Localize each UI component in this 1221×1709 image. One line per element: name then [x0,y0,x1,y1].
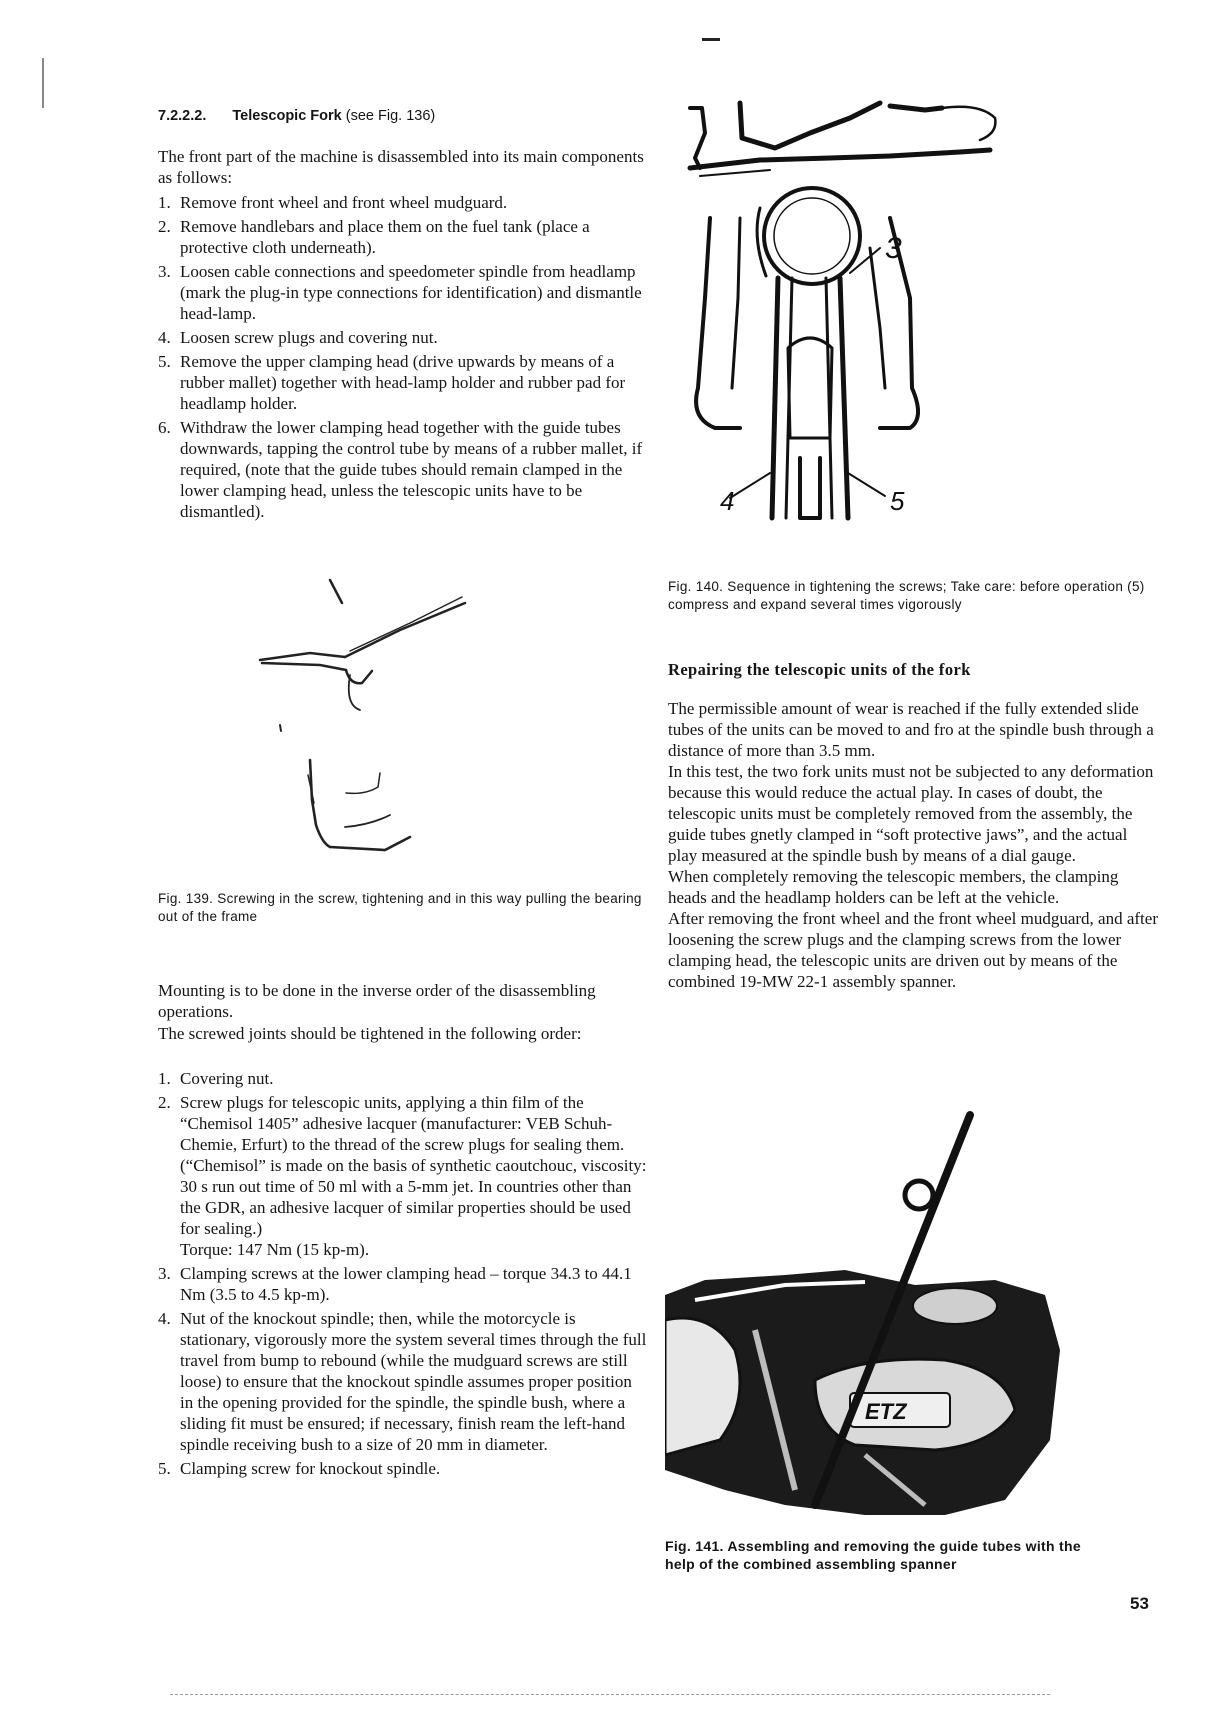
list-item: 5. Clamping screw for knockout spindle. [158,1459,441,1478]
bottom-rule [170,1694,1050,1695]
repair-text [668,698,1160,992]
section-title: Telescopic Fork [232,108,342,124]
fig140-label-5: 5 [890,486,905,516]
section-heading [158,108,435,124]
chemisol-note: (“Chemisol” is made on the basis of synthetic caoutchouc, viscosity: 30 s run out time of 50 ml with a 5-mm jet. In countries other than the GDR, an adhesive lacquer of similar properties should be used for sealing.) [180,1156,647,1238]
fig140-photo [680,98,1020,568]
list-item: 3. Loosen cable connections and speedometer spindle from headlamp (mark the plug-in type connections for identification) and dismantle head-lamp. [158,262,642,323]
repair-paragraph: When completely removing the telescopic members, the clamping heads and the headlamp holders can be left at the vehicle. [668,867,1119,907]
fig139-illustration [250,575,480,875]
fig141-caption: Fig. 141. Assembling and removing the guide tubes with the help of the combined assembling spanner [665,1538,1081,1572]
etz-badge: ETZ [865,1399,907,1424]
repair-paragraph: After removing the front wheel and the front wheel mudguard, and after loosening the screw plugs and the clamping screws from the lower clamping head, the telescopic units are driven out by means of the combined 19-MW 22-1 assembly spanner. [668,909,1158,991]
order-intro: The screwed joints should be tightened in the following order: [158,1024,582,1043]
mounting-intro: Mounting is to be done in the inverse order of the disassembling operations. [158,981,596,1021]
list-item: 4. Loosen screw plugs and covering nut. [158,328,438,347]
margin-marks [42,58,44,108]
list-item: 3. Clamping screws at the lower clamping head – torque 34.3 to 44.1 Nm (3.5 to 4.5 kp-m). [158,1264,632,1304]
section-number: 7.2.2.2. [158,108,207,124]
list-item: 4. Nut of the knockout spindle; then, while the motorcycle is stationary, vigorously more the system several times through the full travel from bump to rebound (while the mudguard screws are still loose) to ensure that the knockout spindle assumes proper position in the opening provided for the spindle, the spindle bush, where a sliding fit must be ensured; if necessary, finish ream the left-hand spindle receiving bush to a size of 20 mm in diameter. [158,1309,647,1454]
page-top-mark [702,38,720,41]
list-item: 5. Remove the upper clamping head (drive upwards by means of a rubber mallet) together with head-lamp holder and rubber pad for headlamp holder. [158,352,626,413]
repair-heading: Repairing the telescopic units of the fork [668,660,971,679]
page-number: 53 [1130,1594,1149,1613]
fig140-label-4: 4 [720,486,735,516]
torque-note: Torque: 147 Nm (15 kp-m). [180,1240,370,1259]
fig140-label-3: 3 [885,232,902,265]
list-item: 2. Screw plugs for telescopic units, applying a thin film of the “Chemisol 1405” adhesive lacquer (manufacturer: VEB Schuh-Chemie, Erfurt) to the thread of the screw plugs for sealing them. (“Chemisol” is made on the basis of synthetic caoutchouc, viscosity: 30 s run out time of 50 ml with a 5-mm jet. In countries other than the GDR, an adhesive lacquer of similar properties should be used for sealing.) Torque: 147 Nm (15 kp-m). [158,1093,647,1259]
fig139-caption: Fig. 139. Screwing in the screw, tightening and in this way pulling the bearing out of the frame [158,891,642,924]
disassembly-steps [158,192,648,525]
repair-paragraph: In this test, the two fork units must not be subjected to any deformation because this would reduce the actual play. In cases of doubt, the telescopic units must be completely removed from the assembly, the guide tubes gnetly clamped in “soft protective jaws”, and the actual play measured at the spindle bush by means of a dial gauge. [668,762,1154,865]
repair-paragraph: The permissible amount of wear is reached if the fully extended slide tubes of the units can be moved to and fro at the spindle bush through a distance of more than 3.5 mm. [668,699,1154,760]
list-item: 1. Remove front wheel and front wheel mudguard. [158,193,508,212]
intro-paragraph: The front part of the machine is disassembled into its main components as follows: [158,147,644,187]
section-ref: (see Fig. 136) [345,108,436,124]
fig141-photo [665,1110,1070,1530]
fig140-caption: Fig. 140. Sequence in tightening the screws; Take care: before operation (5) compress and expand several times vigorously [668,579,1145,612]
list-item: 1. Covering nut. [158,1069,274,1088]
list-item: 2. Remove handlebars and place them on the fuel tank (place a protective cloth underneath). [158,217,590,257]
mounting-steps [158,1068,648,1482]
list-item: 6. Withdraw the lower clamping head together with the guide tubes downwards, tapping the control tube by means of a rubber mallet, if required, (note that the guide tubes should remain clamped in the lower clamping head, unless the telescopic units have to be dismantled). [158,418,643,521]
